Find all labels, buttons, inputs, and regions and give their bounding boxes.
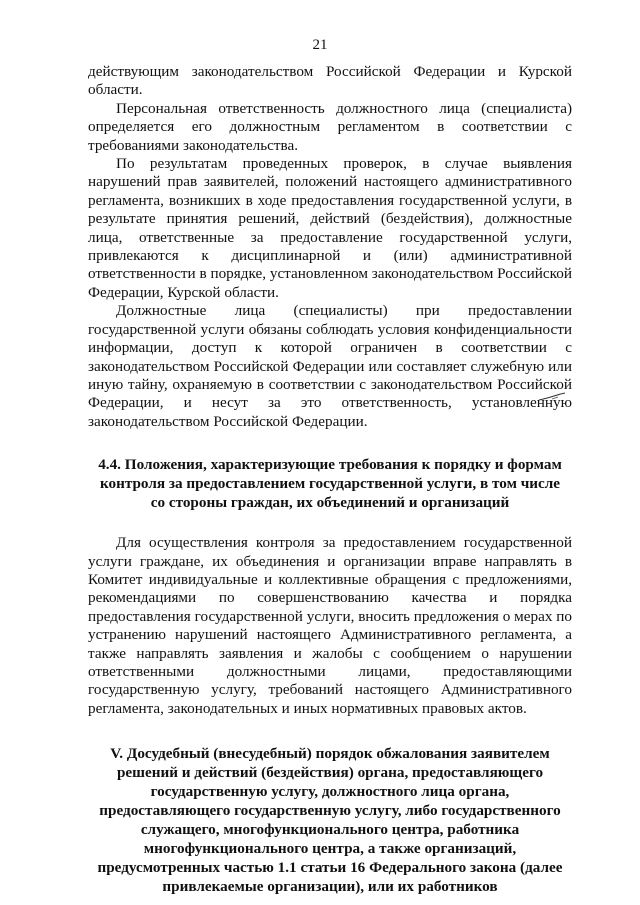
paragraph-inspection-results: По результатам проведенных проверок, в случае выявления нарушений прав заявителей, положений настоящего административного регламента, возникших в ходе предоставления государственной услуги, в результате принятия решений, действий (бездействия), должностные лица, ответственные за предоставление государственной услуги, привлекаются к дисциплинарной и (или) административной ответственности в порядке, установленном законодательством Российской Федерации, Курской области. — [88, 155, 572, 301]
section-heading-4-4: 4.4. Положения, характеризующие требования к порядку и формам контроля за предоставлением государственной услуги, в том числе со стороны граждан, их объединений и организаций — [98, 456, 562, 512]
paragraph-confidentiality: Должностные лица (специалисты) при предоставлении государственной услуги обязаны соблюдать условия конфиденциальности информации, доступ к которой ограничен в соответствии с законодательством Российской Федерации или составляет служебную или иную тайну, охраняемую в соответствии с законодательством Российской Федерации, и несут за это ответственность, установленную законодательством Российской Федерации. — [88, 302, 572, 430]
page-content — [88, 63, 572, 896]
pen-mark-icon — [538, 392, 566, 402]
paragraph-citizen-control: Для осуществления контроля за предоставлением государственной услуги граждане, их объединения и организации вправе направлять в Комитет индивидуальные и коллективные обращения с предложениями, рекомендациями по совершенствованию качества и порядка предоставления государственной услуги, вносить предложения о мерах по устранению нарушений настоящего Административного регламента, а также направлять заявления и жалобы с сообщением о нарушении ответственными должностными лицами, предоставляющими государственную услугу, требований настоящего Административного регламента, законодательных и иных нормативных правовых актов. — [88, 534, 572, 717]
paragraph-continued-law: действующим законодательством Российской Федерации и Курской области. — [88, 63, 572, 99]
page-number: 21 — [312, 37, 328, 53]
section-heading-5: V. Досудебный (внесудебный) порядок обжалования заявителем решений и действий (бездействия) органа, предоставляющего государственную услугу, должностного лица органа, предоставляющего государственную услугу, либо государственного служащего, многофункционального центра, работника многофункционального центра, а также организаций, предусмотренных частью 1.1 статьи 16 Федерального закона (далее привлекаемые организации), или их работников — [97, 745, 563, 896]
paragraph-personal-responsibility: Персональная ответственность должностного лица (специалиста) определяется его должностным регламентом в соответствии с требованиями законодательства. — [88, 99, 572, 154]
